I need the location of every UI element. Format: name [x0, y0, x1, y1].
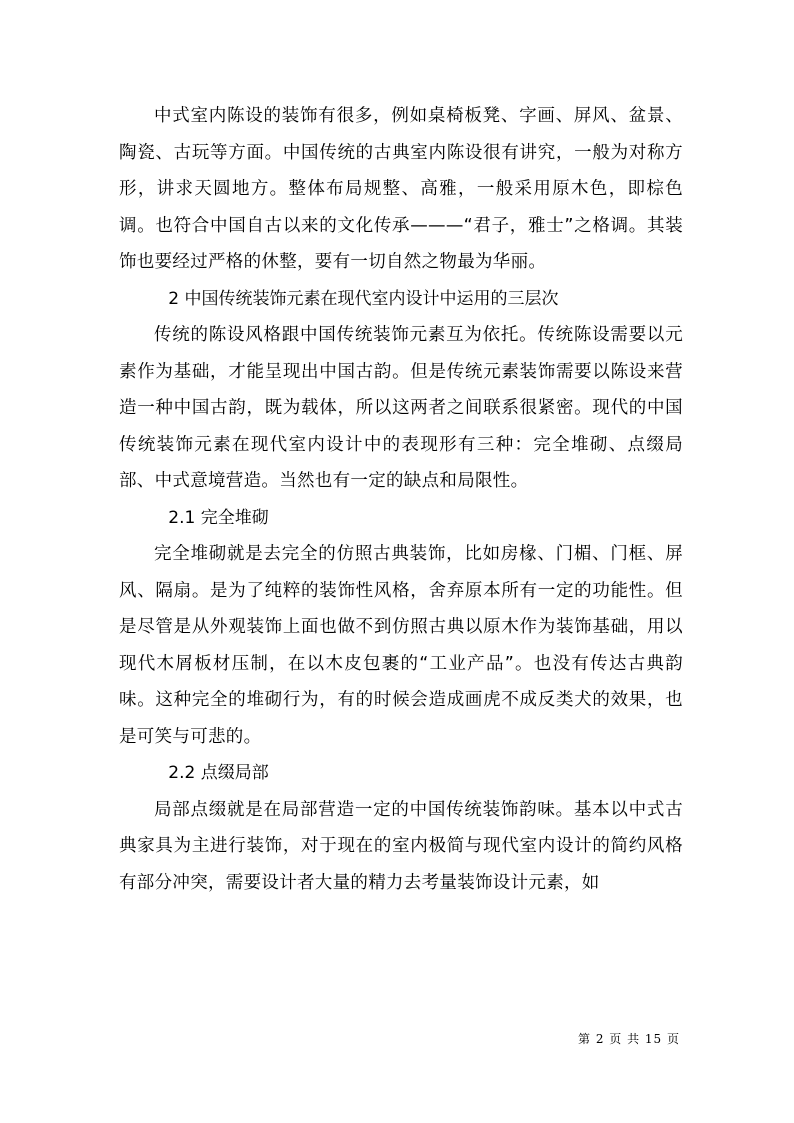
paragraph-chinese-furnishings: 中式室内陈设的装饰有很多，例如桌椅板凳、字画、屏风、盆景、陶瓷、古玩等方面。中国传统的古典室内陈设很有讲究，一般为对称方形，讲求天圆地方。整体布局规整、高雅，一般采用原木色，即棕色调。也符合中国自古以来的文化传承———“君子，雅士”之格调。其装饰也要经过严格的休整，要有一切自然之物最为华丽。 — [119, 106, 683, 272]
paragraph-local-accents: 局部点缀就是在局部营造一定的中国传统装饰韵味。基本以中式古典家具为主进行装饰，对于现在的室内极简与现代室内设计的简约风格有部分冲突，需要设计者大量的精力去考量装饰设计元素，如 — [119, 799, 683, 893]
subsection-heading-local-accents: 2.2 点缀局部 — [168, 763, 269, 783]
paragraph-traditional-style: 传统的陈设风格跟中国传统装饰元素互为依托。传统陈设需要以元素作为基础，才能呈现出中国古韵。但是传统元素装饰需要以陈设来营造一种中国古韵，既为载体，所以这两者之间联系很紧密。现代的中国传统装饰元素在现代室内设计中的表现形有三种：完全堆砌、点缀局部、中式意境营造。当然也有一定的缺点和局限性。 — [119, 325, 683, 491]
page-body — [119, 98, 683, 901]
section-heading-three-levels: 2 中国传统装饰元素在现代室内设计中运用的三层次 — [168, 288, 559, 309]
subsection-heading-full-stacking: 2.1 完全堆砌 — [168, 507, 269, 528]
page-number-footer: 第 2 页 共 15 页 — [578, 1032, 680, 1046]
paragraph-full-stacking: 完全堆砌就是去完全的仿照古典装饰，比如房椽、门楣、门框、屏风、隔扇。是为了纯粹的装饰性风格，舍弃原本所有一定的功能性。但是尽管是从外观装饰上面也做不到仿照古典以原木作为装饰基础，用以现代木屑板材压制，在以木皮包裹的“工业产品”。也没有传达古典韵味。这种完全的堆砌行为，有的时候会造成画虎不成反类犬的效果，也是可笑与可悲的。 — [119, 544, 683, 747]
